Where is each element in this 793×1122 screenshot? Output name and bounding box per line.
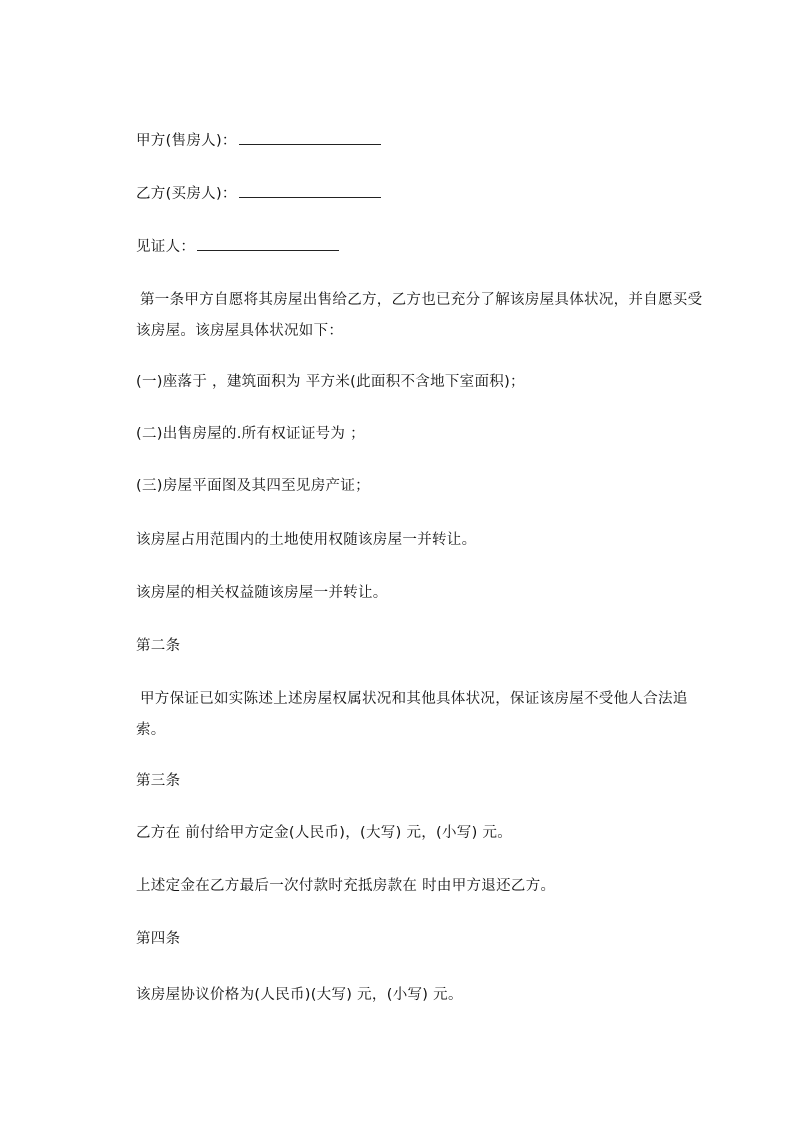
article1-item3: (三)房屋平面图及其四至见房产证； xyxy=(136,478,370,494)
witness-blank xyxy=(197,232,339,251)
party-a-label: 甲方(售房人)： xyxy=(136,133,237,149)
article3-heading: 第三条 xyxy=(136,773,181,789)
land-use-transfer: 该房屋占用范围内的土地使用权随该房屋一并转让。 xyxy=(136,532,477,548)
deposit-refund-clause: 上述定金在乙方最后一次付款时充抵房款在 时由甲方退还乙方。 xyxy=(136,878,556,894)
article2-paragraph: 甲方保证已如实陈述上述房屋权属状况和其他具体状况，保证该房屋不受他人合法追索。 xyxy=(136,691,688,738)
witness-label: 见证人： xyxy=(136,239,196,255)
party-b-line xyxy=(136,179,381,209)
price-clause: 该房屋协议价格为(人民币)(大写) 元，(小写) 元。 xyxy=(136,987,463,1003)
deposit-clause: 乙方在 前付给甲方定金(人民币)，(大写) 元，(小写) 元。 xyxy=(136,825,513,841)
party-a-blank xyxy=(239,126,381,145)
rights-transfer: 该房屋的相关权益随该房屋一并转让。 xyxy=(136,585,388,601)
article2-heading: 第二条 xyxy=(136,638,181,654)
article4-heading: 第四条 xyxy=(136,931,181,947)
article1-item1: (一)座落于 ，建筑面积为 平方米(此面积不含地下室面积)； xyxy=(136,374,525,390)
witness-line xyxy=(136,232,339,262)
party-a-line xyxy=(136,126,381,156)
party-b-blank xyxy=(239,179,381,198)
article1-item2: (二)出售房屋的.所有权证证号为 ； xyxy=(136,426,365,442)
article1-paragraph: 第一条甲方自愿将其房屋出售给乙方，乙方也已充分了解该房屋具体状况，并自愿买受该房屋。该房屋具体状况如下： xyxy=(136,292,703,339)
party-b-label: 乙方(买房人)： xyxy=(136,186,237,202)
